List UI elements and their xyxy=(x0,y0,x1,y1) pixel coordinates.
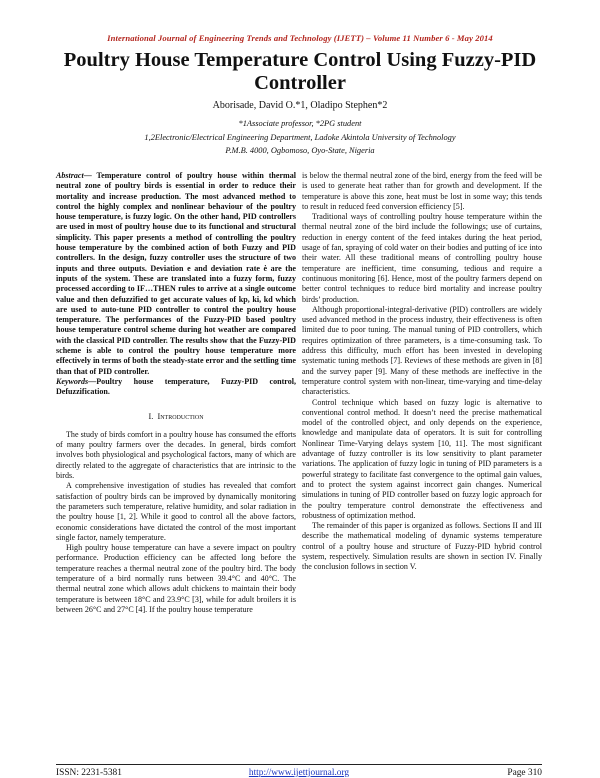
journal-header: International Journal of Engineering Trends and Technology (IJETT) – Volume 11 Number 6 - May 2014 xyxy=(107,33,493,43)
keywords-text: Poultry house temperature, Fuzzy-PID control, Defuzzification. xyxy=(56,376,296,397)
authors: Aborisade, David O.*1, Oladipo Stephen*2 xyxy=(212,100,388,111)
paper-title: Poultry House Temperature Control Using Fuzzy-PID Controller xyxy=(63,49,537,94)
footer-page-number: Page 310 xyxy=(507,768,542,778)
affiliation-department: 1,2Electronic/Electrical Engineering Department, Ladoke Akintola University of Technology xyxy=(144,133,456,142)
section-heading-introduction xyxy=(56,412,296,422)
footer-issn: ISSN: 2231-5381 xyxy=(56,768,122,778)
intro-paragraph-4: is below the thermal neutral zone of the bird, energy from the feed will be is used to generate heat rather than for growth and development. If the temperature is above this zone, heat must be lost in some way; this tends to result in reduced feed conversion efficiency [5]. xyxy=(302,171,542,211)
left-column xyxy=(56,171,296,615)
abstract-text: Temperature control of poultry house within thermal neutral zone of poultry birds is essential in order to reduce their mortality and increase production. The most advanced method to control the highly complex and nonlinear behaviour of the poultry house temperature, is fuzzy logic. On the other hand, PID controllers are used in most of poultry house due to its functional and structural simplicity. This paper presents a method of controlling the poultry house temperature by the combined action of both Fuzzy and PID controllers. In the design, fuzzy controller uses the structure of two inputs and three outputs. Deviation e and deviation rate ė are the inputs of the system. These are translated into a fuzzy form, fuzzy processed according to IF…THEN rules to arrive at a single outcome value and then defuzzified to get accurate values of kp, ki, kd which are used to auto-tune PID controller to control the poultry house temperature. The performances of the Fuzzy-PID based poultry house temperature control scheme during hot weather are compared with the classical PID controller. The results show that the Fuzzy-PID scheme is able to control the poultry house temperature more effectively in terms of both the steady-state error and the settling time than that of PID controller. xyxy=(56,171,296,376)
intro-paragraph-5: Traditional ways of controlling poultry house temperature within the thermal neutral zone of the bird include the followings; use of curtains, reduction in energy content of the feed intakes during the heat period, usage of fan, spraying of cold water on their bodies and putting of ice into their water. All these traditional means of controlling poultry house temperature are inefficient, time consuming, tedious and require a continuous monitoring [6]. Hence, most of the poultry farmers depend on better control techniques to reduce bird mortality and increase poultry birds’ production. xyxy=(302,212,542,304)
intro-paragraph-3: High poultry house temperature can have a severe impact on poultry performance. Production efficiency can be affected long before the temperature reaches a thermal neutral zone of the poultry bird. The body temperature of a bird normally runs between 39.4°C and 40°C. The thermal neutral zone which allows adult chickens to maintain their body temperature is between 18°C and 23.9°C [3], while for adult broilers it is between 26°C and 27°C [4]. If the poultry house temperature xyxy=(56,543,296,614)
affiliation-address: P.M.B. 4000, Ogbomoso, Oyo-State, Nigeria xyxy=(225,146,375,155)
footer-divider xyxy=(56,764,542,765)
right-column xyxy=(302,171,542,573)
footer-journal-link[interactable]: http://www.ijettjournal.org xyxy=(248,768,350,778)
intro-paragraph-1: The study of birds comfort in a poultry house has consumed the efforts of many poultry farmers over the decades. In general, birds comfort involves both physiological and psychological factors, many of which are directly related to the aggregate of characteristics that are intrinsic to the birds. xyxy=(56,429,296,481)
section-number: I. xyxy=(148,411,154,421)
keywords-label: Keywords— xyxy=(56,376,97,386)
intro-paragraph-7: Control technique which based on fuzzy logic is alternative to conventional control method. It doesn’t need the precise mathematical model of the controlled object, and only depends on the experience, knowledge and manipulate data of operators. It is suit for controlling Nonlinear Time-Varying delays system [10, 11]. The most significant advantage of fuzzy controller is its low sensitivity to plant parameter variations. The application of fuzzy logic in tuning of PID parameters is a powerful strategy to facilitate fast convergence to the optimal gain values, and to protect the system against incorrect gain changes. Numerical simulations in tuning of PID controller based on fuzzy logic approach for the poultry temperature control demonstrate the effectiveness and robustness of optimization method. xyxy=(302,397,542,520)
abstract xyxy=(56,171,296,377)
section-title: Introduction xyxy=(157,411,204,421)
keywords xyxy=(56,377,296,398)
abstract-label: Abstract— xyxy=(56,171,92,180)
intro-paragraph-8: The remainder of this paper is organized as follows. Sections II and III describe the mathematical modeling of dynamic systems temperature control of a poultry house and structure of Fuzzy-PID hybrid control system, respectively. Simulation results are shown in section IV. Finally the conclusion follows in section V. xyxy=(302,521,542,572)
author-roles: *1Associate professor, *2PG student xyxy=(238,119,362,128)
intro-paragraph-6: Although proportional-integral-derivative (PID) controllers are widely used advanced method in the process industry, their effectiveness is often limited due to poor tuning. The manual tuning of PID controllers, which requires optimization of three parameters, is a time-consuming task. To address this difficulty, much effort has been invested in developing systematic tuning methods [7]. Reviews of these methods are given in [8] and the survey paper [9]. Many of these methods are ineffective in the temperature control system with non-linear, time-varying and time-delay characteristics. xyxy=(302,304,542,397)
intro-paragraph-2: A comprehensive investigation of studies has revealed that comfort satisfaction of poultry birds can be improved by dynamically monitoring the parameters such temperature, relative humidity, and solar radiation in the poultry house [1, 2]. While it good to control all the above factors, economic considerations have dictated the control of the most important single factor, namely temperature. xyxy=(56,481,296,542)
